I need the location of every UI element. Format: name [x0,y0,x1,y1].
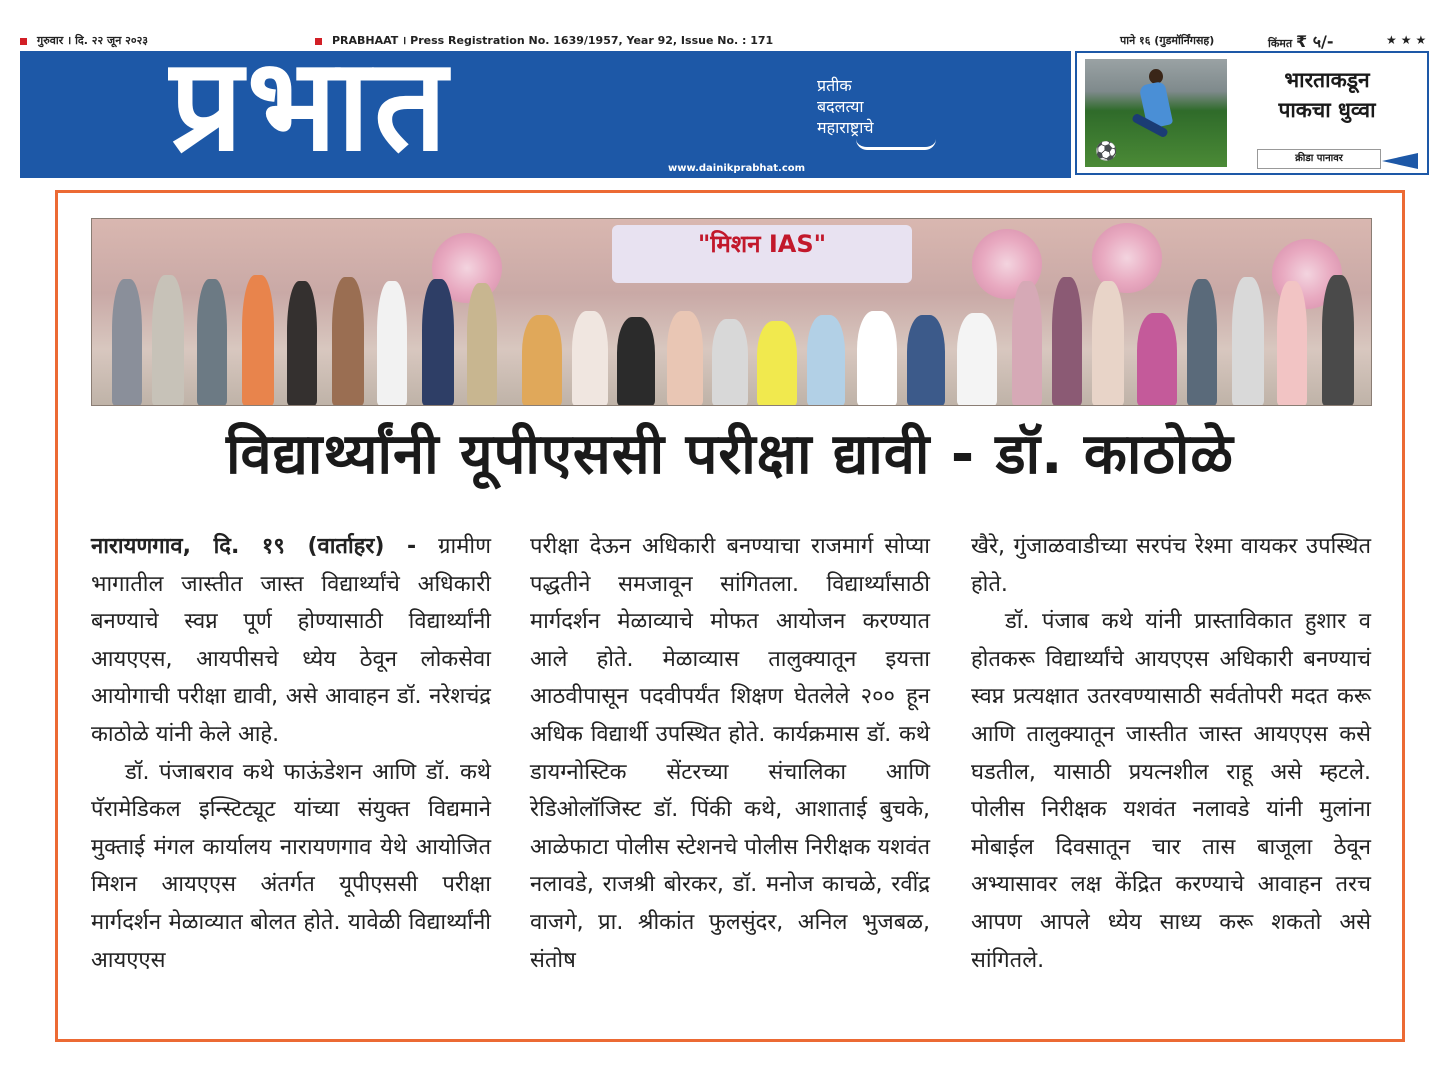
person [1187,279,1217,406]
football-icon: ⚽ [1095,141,1118,162]
article-frame [55,190,1405,1042]
publication-info: PRABHAAT । Press Registration No. 1639/1957, Year 92, Issue No. : 171 [315,33,773,48]
article-paragraph: नारायणगाव, दि. १९ (वार्ताहर) - ग्रामीण भागातील जास्तीत जास्त विद्यार्थ्यांचे अधिकारी बनण्याचे स्वप्न पूर्ण होण्यासाठी विद्यार्थ्यांनी आयएएस, आयपीसचे ध्येय ठेवून लोकसेवा आयोगाची परीक्षा द्यावी, असे आवाहन डॉ. नरेशचंद्र काठोळे यांनी केले आहे. [91,534,491,747]
person [712,319,748,406]
person [467,283,497,406]
person [1012,281,1042,406]
event-group-photo [91,218,1372,406]
article-column-3 [971,528,1371,979]
person [957,313,997,406]
stage-banner: "मिशन IAS" [612,225,912,283]
issue-date: गुरुवार । दि. २२ जून २०२३ [20,33,148,48]
person [1277,281,1307,406]
article-paragraph: डॉ. पंजाब कथे यांनी प्रास्ताविकात हुशार व होतकरू विद्यार्थ्यांचे आयएएस अधिकारी बनण्याचं स्वप्न प्रत्यक्षात उतरवण्यासाठी सर्वतोपरी मदत करू आणि तालुक्यातून जास्तीत जास्त आयएएस कसे घडतील, यासाठी प्रयत्नशील राहू असे म्हटले. पोलीस निरीक्षक यशवंत नलावडे यांनी मुलांना मोबाईल दिवसातून चार तास बाजूला ठेवून अभ्यासावर लक्ष केंद्रित करण्याचे आवाहन तरच आपण आपले ध्येय साध्य करू शकतो असे सांगितले. [971,609,1371,973]
article-column-2 [530,528,930,979]
article-dateline: नारायणगाव, दि. १९ (वार्ताहर) - [91,534,417,559]
crowd [92,271,1372,406]
person [572,311,608,406]
person [617,317,655,406]
edition-stars: ★★★ [1386,33,1431,47]
person [287,281,317,406]
price: किंमत ₹ ५/- [1268,32,1334,51]
teaser-headline: भारताकडून पाकचा धुव्वा [1278,68,1376,122]
person [667,311,703,406]
person [757,321,797,406]
person [907,315,945,406]
person [1322,275,1354,406]
person [1092,281,1124,406]
article-paragraph: परीक्षा देऊन अधिकारी बनण्याचा राजमार्ग सोप्या पद्धतीने समजावून सांगितला. विद्यार्थ्यांसाठी मार्गदर्शन मेळाव्याचे मोफत आयोजन करण्यात आले होते. मेळाव्यास तालुक्यातून इयत्ता आठवीपासून पदवीपर्यंत शिक्षण घेतलेले २०० हून अधिक विद्यार्थी उपस्थित होते. कार्यक्रमास डॉ. कथे डायग्नोस्टिक सेंटरच्या संचालिका आणि रेडिओलॉजिस्ट डॉ. पिंकी कथे, आशाताई बुचके, आळेफाटा पोलीस स्टेशनचे पोलीस निरीक्षक यशवंत नलावडे, राजश्री बोरकर, डॉ. मनोज काचळे, रवींद्र वाजगे, प्रा. श्रीकांत फुलसुंदर, अनिल भुजबळ, संतोष [530,534,930,973]
person [857,311,897,406]
person [422,279,454,406]
newspaper-logo: प्रभात [170,31,451,180]
article-column-1 [91,528,491,979]
person [377,281,407,406]
person [152,275,184,406]
person [332,277,364,406]
person [112,279,142,406]
swoosh-icon [856,139,936,150]
article-paragraph: खैरे, गुंजाळवाडीच्या सरपंच रेश्मा वायकर उपस्थित होते. [971,534,1371,597]
masthead-tagline: प्रतीक बदलत्या महाराष्ट्राचे [817,76,874,137]
sports-teaser[interactable] [1075,51,1429,175]
page-count: पाने १६ (गुडमॉर्निंगसह) [1120,34,1215,47]
article-headline: विद्यार्थ्यांनी यूपीएससी परीक्षा द्यावी - डॉ. काठोळे [226,422,1234,487]
person [522,315,562,406]
arrow-left-icon [1382,153,1418,169]
person [1232,277,1264,406]
person [1137,313,1177,406]
footballer-photo [1085,59,1227,167]
article-paragraph: डॉ. पंजाबराव कथे फाऊंडेशन आणि डॉ. कथे पॅरामेडिकल इन्स्टिट्यूट यांच्या संयुक्त विद्यमाने मुक्ताई मंगल कार्यालय नारायणगाव येथे आयोजित मिशन आयएएस अंतर्गत यूपीएससी परीक्षा मार्गदर्शन मेळाव्यात बोलत होते. यावेळी विद्यार्थ्यांनी आयएएस [91,759,491,973]
person [807,315,845,406]
person [197,279,227,406]
sports-page-tag[interactable]: क्रीडा पानावर [1257,149,1381,169]
website-link[interactable]: www.dainikprabhat.com [668,163,806,174]
person [1052,277,1082,406]
red-square-icon [20,38,27,45]
person [242,275,274,406]
